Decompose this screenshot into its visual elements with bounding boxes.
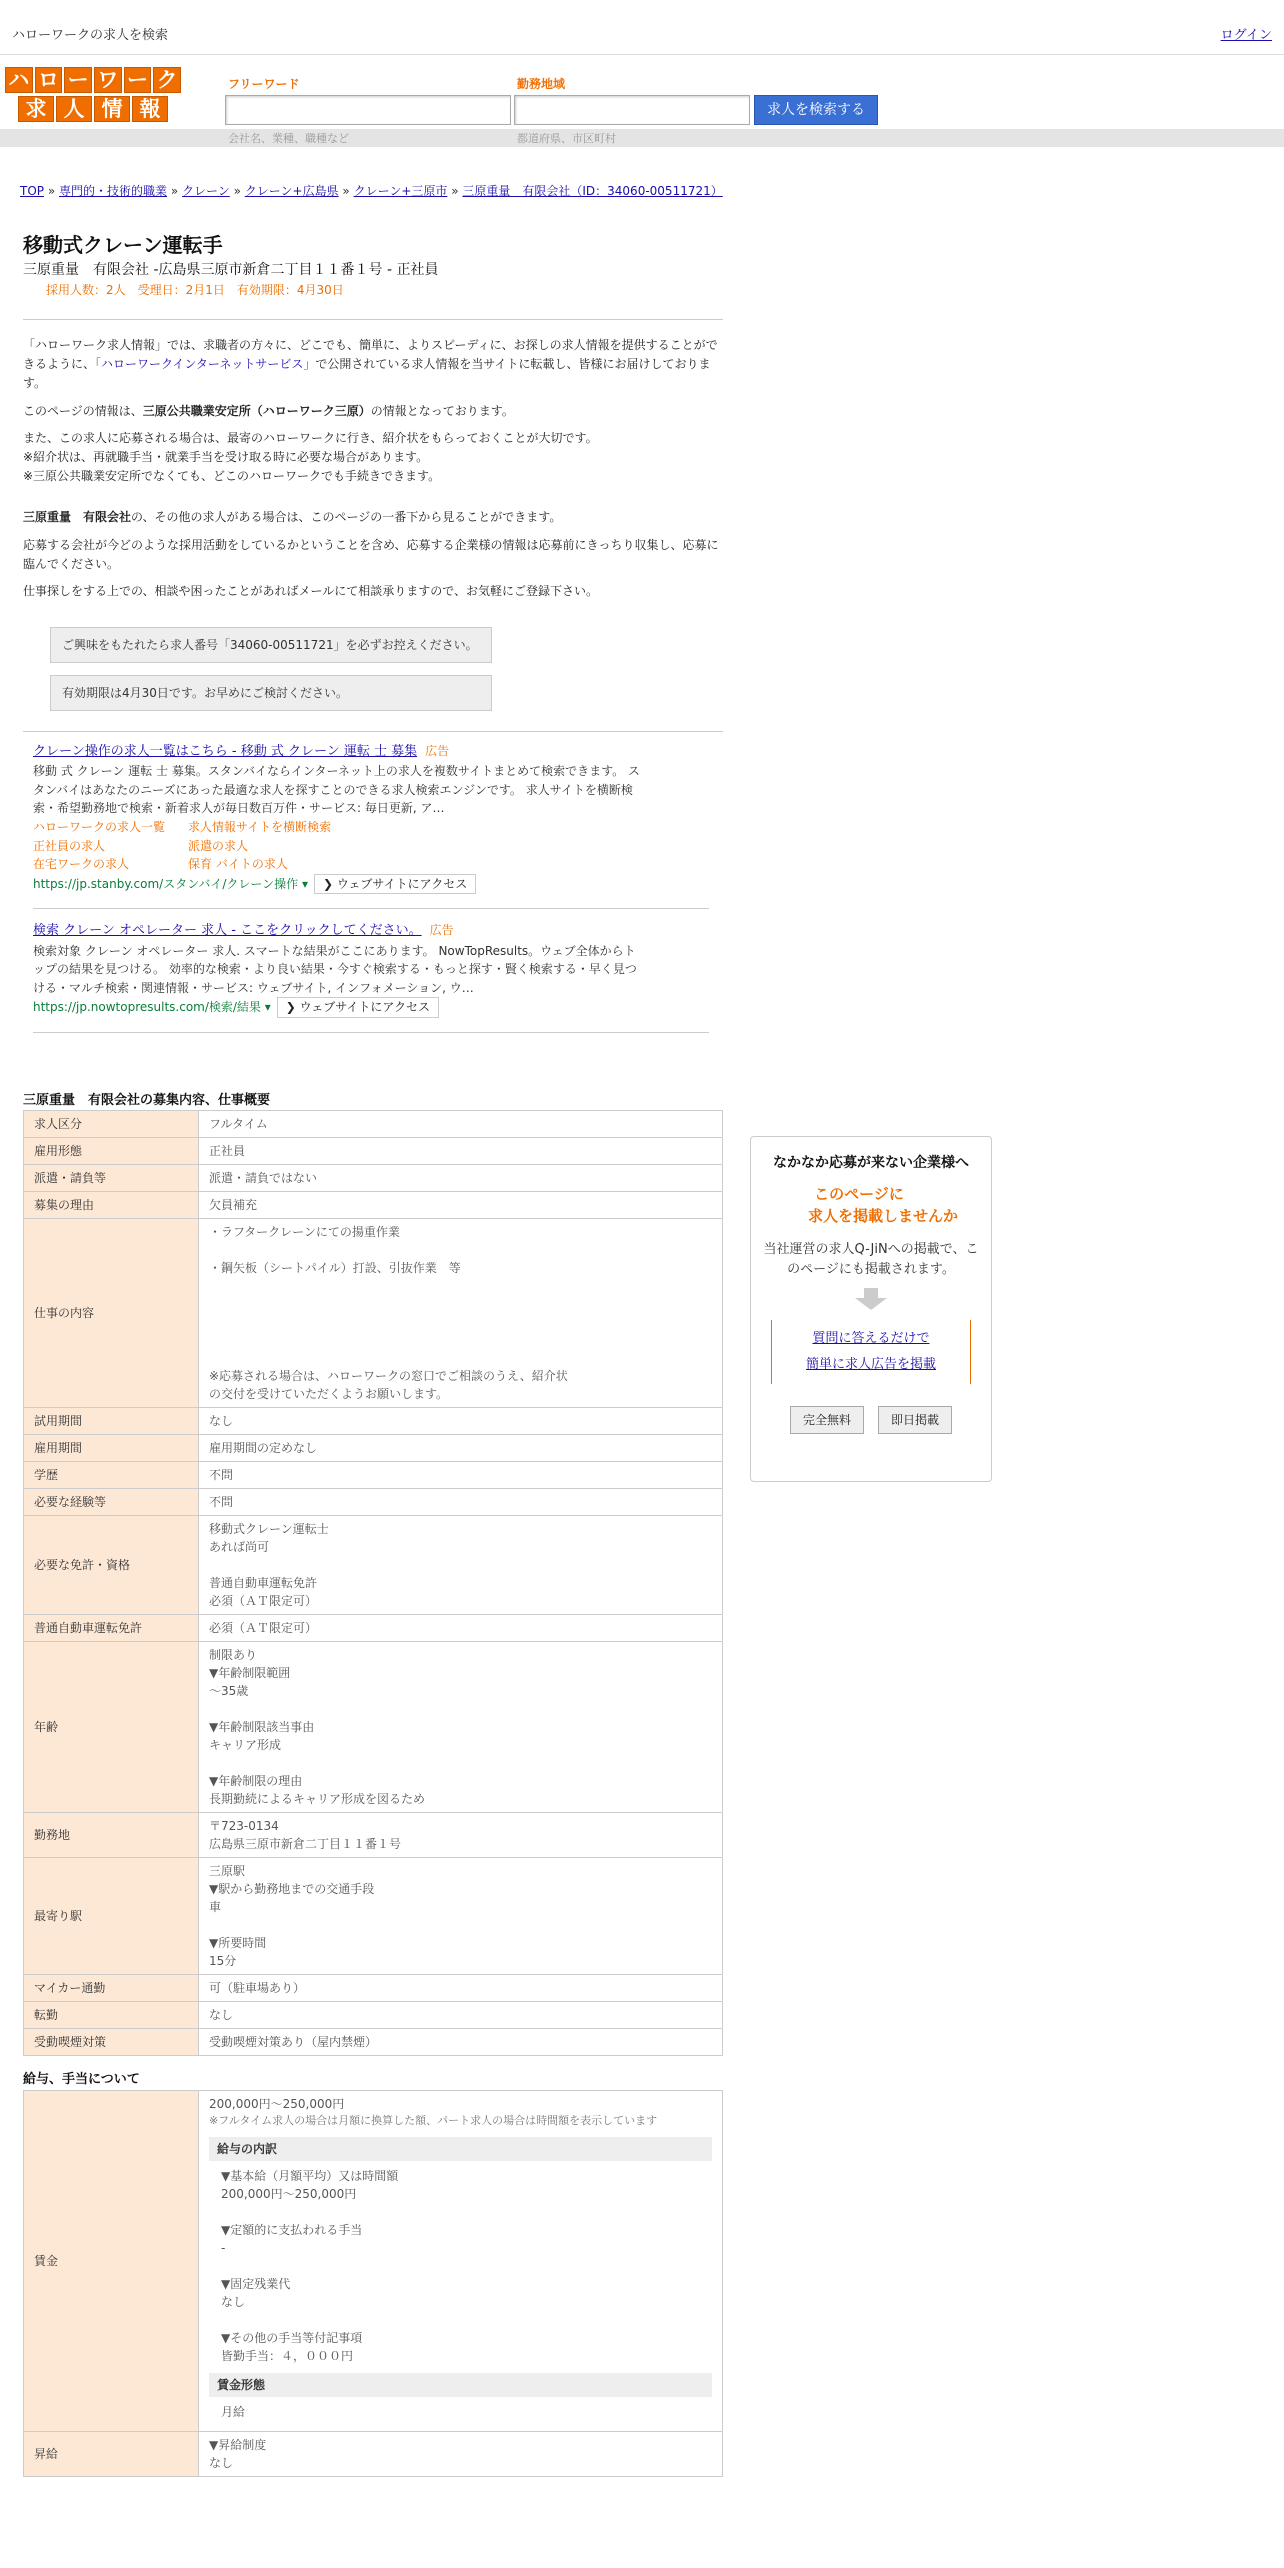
breadcrumb-sep: »: [229, 184, 245, 198]
visit-button[interactable]: [277, 997, 439, 1018]
breadcrumb-sep: »: [447, 184, 463, 198]
divider: [23, 319, 723, 320]
table-row: [24, 1975, 723, 2002]
ad-desc: 検索対象 クレーン オペレーター 求人. スマートな結果がここにあります。 NowTopResults。ウェブ全体からトップの結果を見つける。 効率的な検索・より良い結果・今すぐ検索する・もっと探す・賢く検索する・早く見つける・マルチ検索・関連情報・サービス: ウェブサイト, インフォメーション, ウ…: [33, 943, 637, 995]
logo-char: ー: [124, 67, 152, 93]
wage-heading: 給与、手当について: [23, 2072, 140, 2088]
table-row: [24, 1642, 723, 1813]
chevron-down-icon[interactable]: ▾: [298, 876, 308, 891]
visit-label: ウェブサイトにアクセス: [299, 1000, 430, 1015]
row-value: 制限あり ▼年齢制限範囲 〜35歳 ▼年齢制限該当事由 キャリア形成 ▼年齢制限の理由 長期勤続によるキャリア形成を図るため: [199, 1642, 723, 1813]
row-label: 年齢: [24, 1642, 199, 1813]
table-row: [24, 1192, 723, 1219]
freeword-label: フリーワード: [228, 77, 300, 91]
wage-range: 200,000円〜250,000円: [209, 2096, 345, 2111]
table-row: [24, 1435, 723, 1462]
panel-orange-line: このページに: [814, 1185, 904, 1203]
details-table: [23, 1110, 723, 2056]
intro-p4: ※紹介状は、再就職手当・就業手当を受け取る時に必要な場合があります。: [23, 449, 429, 464]
hellowork-internet-link[interactable]: ハローワークインターネットサービス: [101, 357, 304, 372]
row-label: 試用期間: [24, 1408, 199, 1435]
site-title: ハローワークの求人を検索: [12, 28, 169, 43]
wage-form-label: 賃金形態: [209, 2373, 712, 2397]
intro-text: の情報となっております。: [370, 403, 514, 418]
panel-heading: なかなか応募が来ない企業様へ: [773, 1155, 969, 1171]
sitelink[interactable]: 求人情報サイトを横断検索: [188, 819, 332, 834]
breadcrumb-sep: »: [44, 184, 59, 198]
row-label: 転勤: [24, 2002, 199, 2029]
breadcrumb-crane-mihara[interactable]: クレーン+三原市: [353, 184, 448, 198]
panel-link-post[interactable]: 簡単に求人広告を掲載: [805, 1356, 936, 1372]
logo-char: 情: [94, 96, 130, 122]
sitelink[interactable]: 正社員の求人: [33, 838, 106, 853]
row-value: 雇用期間の定めなし: [199, 1435, 723, 1462]
divider: [33, 908, 709, 909]
breadcrumb-sep: »: [338, 184, 354, 198]
sitelink[interactable]: 在宅ワークの求人: [33, 857, 130, 872]
job-meta: 採用人数：2人 受理日：2月1日 有効期限：4月30日: [46, 283, 344, 297]
table-row: [24, 1408, 723, 1435]
row-label: 雇用期間: [24, 1435, 199, 1462]
row-label: 派遣・請負等: [24, 1165, 199, 1192]
chevron-down-icon[interactable]: ▾: [260, 1000, 271, 1015]
breadcrumb: [20, 182, 723, 200]
row-label: マイカー通勤: [24, 1975, 199, 2002]
row-label: 雇用形態: [24, 1138, 199, 1165]
row-value: 必須（ＡＴ限定可）: [199, 1615, 723, 1642]
ad-desc: 移動 式 クレーン 運転 士 募集。スタンバイならインターネット上の求人を複数サイトまとめて検索できます。 スタンバイはあなたのニーズにあった最適な求人を探すことのできる求人検索エンジンです。 求人サイトを横断検索・希望勤務地で検索・新着求人が毎日数百万件・サービス: 毎日更新, ア…: [33, 764, 640, 816]
table-row: [24, 1462, 723, 1489]
row-label: 必要な免許・資格: [24, 1516, 199, 1615]
logo-char: ワ: [94, 67, 122, 93]
breadcrumb-company[interactable]: 三原重量 有限会社（ID：34060-00511721）: [462, 184, 723, 198]
arrow-down-icon: [864, 1288, 878, 1298]
login-link[interactable]: ログイン: [1220, 28, 1272, 43]
logo-char: 報: [132, 96, 168, 122]
table-row: [24, 1219, 723, 1408]
row-label: 学歴: [24, 1462, 199, 1489]
intro-p6: [23, 508, 723, 527]
row-value: [199, 2090, 723, 2432]
same-day-button[interactable]: 即日掲載: [878, 1406, 952, 1434]
row-value: 移動式クレーン運転士 あれば尚可 普通自動車運転免許 必須（ＡＴ限定可）: [199, 1516, 723, 1615]
job-number-note: ご興味をもたれたら求人番号「34060-00511721」を必ずお控えください。: [50, 627, 492, 663]
table-row: [24, 1615, 723, 1642]
row-label: 普通自動車運転免許: [24, 1615, 199, 1642]
logo-char: ハ: [5, 67, 33, 93]
search-bar: [0, 55, 1284, 147]
area-placeholder: 都道府県、市区町村: [517, 132, 616, 145]
panel-orange-text: [751, 1184, 991, 1228]
table-row: [24, 1138, 723, 1165]
wage-breakdown-label: 給与の内訳: [209, 2137, 712, 2161]
breadcrumb-crane[interactable]: クレーン: [182, 184, 230, 198]
area-label: 勤務地域: [517, 77, 566, 91]
wage-table: [23, 2090, 723, 2478]
row-value: 三原駅 ▼駅から勤務地までの交通手段 車 ▼所要時間 15分: [199, 1858, 723, 1975]
row-label: 勤務地: [24, 1813, 199, 1858]
company-line: 三原重量 有限会社 -広島県三原市新倉二丁目１１番１号 - 正社員: [23, 262, 439, 278]
row-value: 欠員補充: [199, 1192, 723, 1219]
table-row: [24, 1165, 723, 1192]
sitelink[interactable]: ハローワークの求人一覧: [33, 819, 166, 834]
chevron-right-icon: ❯: [323, 876, 334, 891]
table-row: [24, 1111, 723, 1138]
company-name: 三原重量 有限会社: [23, 510, 132, 525]
sitelink[interactable]: 派遣の求人: [188, 838, 249, 853]
hellowork-logo[interactable]: [5, 67, 181, 125]
panel-orange-line: 求人を掲載しませんか: [807, 1206, 958, 1225]
logo-char: 人: [56, 96, 92, 122]
logo-char: ロ: [35, 67, 63, 93]
row-value: 正社員: [199, 1138, 723, 1165]
ad-block: [33, 742, 709, 1033]
row-label: 必要な経験等: [24, 1489, 199, 1516]
row-label: 昇給: [24, 2432, 199, 2477]
table-row: [24, 2090, 723, 2432]
table-row: [24, 1813, 723, 1858]
logo-char: ー: [64, 67, 92, 93]
row-value: 〒723-0134 広島県三原市新倉二丁目１１番１号: [199, 1813, 723, 1858]
ad-url[interactable]: https://jp.nowtopresults.com/検索/結果: [33, 1000, 261, 1015]
sitelink[interactable]: 保育 バイトの求人: [188, 857, 288, 872]
row-value: 派遣・請負ではない: [199, 1165, 723, 1192]
logo-char: 求: [18, 96, 54, 122]
free-button[interactable]: 完全無料: [790, 1406, 864, 1434]
table-row: [24, 2002, 723, 2029]
office-name: 三原公共職業安定所（ハローワーク三原）: [142, 403, 371, 418]
ad-title[interactable]: 検索 クレーン オペレーター 求人 - ここをクリックしてください。: [33, 923, 422, 939]
row-label: 仕事の内容: [24, 1219, 199, 1408]
panel-link-questions[interactable]: 質問に答えるだけで: [812, 1330, 930, 1346]
row-label: 受動喫煙対策: [24, 2029, 199, 2056]
intro-p7: 応募する会社が今どのような採用活動をしているかということを含め、応募する企業様の情報は応募前にきっちり収集し、応募に臨んでください。: [23, 537, 719, 571]
row-label: 賃金: [24, 2090, 199, 2432]
logo-char: ク: [153, 67, 181, 93]
panel-buttons: [751, 1406, 991, 1434]
table-row: [24, 1516, 723, 1615]
freeword-placeholder: 会社名、業種、職種など: [228, 132, 349, 145]
freeword-input[interactable]: [225, 95, 511, 125]
row-value: なし: [199, 2002, 723, 2029]
row-value: 不問: [199, 1489, 723, 1516]
breadcrumb-top[interactable]: TOP: [20, 184, 45, 198]
employer-ad-panel: [750, 1136, 992, 1482]
panel-links: [771, 1320, 971, 1384]
table-row: [24, 2029, 723, 2056]
chevron-right-icon: ❯: [285, 1000, 296, 1015]
row-value: 受動喫煙対策あり（屋内禁煙）: [199, 2029, 723, 2056]
table-row: [24, 2432, 723, 2477]
area-input[interactable]: [514, 95, 750, 125]
intro-p2: [23, 402, 723, 421]
row-value: ・ラフタークレーンにての揚重作業 ・鋼矢板（シートパイル）打設、引抜作業 等 ※応募される場合は、ハローワークの窓口でご相談のうえ、紹介状 の交付を受けていただくようお願いします。: [199, 1219, 723, 1408]
breadcrumb-category[interactable]: 専門的・技術的職業: [59, 184, 168, 198]
intro-text: 」で公開されている求人情報を当サイトに転載し、皆様にお届けしております。: [23, 357, 711, 391]
table-row: [24, 1858, 723, 1975]
row-value: フルタイム: [199, 1111, 723, 1138]
row-label: 最寄り駅: [24, 1858, 199, 1975]
ad-tag: 広告: [425, 744, 450, 759]
deadline-note: 有効期限は4月30日です。お早めにご検討ください。: [50, 675, 492, 711]
wage-form: 月給: [221, 2405, 246, 2420]
wage-breakdown: ▼基本給（月額平均）又は時間額 200,000円〜250,000円 ▼定額的に支払われる手当 - ▼固定残業代 なし ▼その他の手当等付記事項 皆勤手当：４，０００円: [221, 2169, 399, 2364]
panel-text: 当社運営の求人Q-JiNへの掲載で、このページにも掲載されます。: [763, 1241, 979, 1277]
divider: [23, 731, 723, 732]
intro-text: の、その他の求人がある場合は、このページの一番下から見ることができます。: [131, 510, 562, 525]
ad-url[interactable]: https://jp.stanby.com/スタンバイ/クレーン操作: [33, 876, 299, 891]
top-bar: [0, 0, 1284, 55]
row-value: 可（駐車場あり）: [199, 1975, 723, 2002]
breadcrumb-sep: »: [167, 184, 182, 198]
search-button[interactable]: 求人を検索する: [754, 95, 878, 125]
intro-p8: 仕事探しをする上での、相談や困ったことがあればメールにて相談承りますので、お気軽にご登録下さい。: [23, 583, 599, 598]
ad-sitelinks: [33, 818, 709, 874]
row-label: 募集の理由: [24, 1192, 199, 1219]
ad-title[interactable]: クレーン操作の求人一覧はこちら - 移動 式 クレーン 運転 士 募集: [33, 744, 418, 760]
main-content: [23, 232, 723, 2477]
row-value: 不問: [199, 1462, 723, 1489]
row-label: 求人区分: [24, 1111, 199, 1138]
intro-p1: [23, 336, 723, 394]
arrow-down-icon: [855, 1298, 887, 1310]
table-row: [24, 1489, 723, 1516]
intro-text: このページの情報は、: [23, 403, 143, 418]
visit-button[interactable]: [314, 874, 476, 895]
breadcrumb-crane-hiroshima[interactable]: クレーン+広島県: [244, 184, 339, 198]
ad-tag: 広告: [429, 923, 454, 938]
intro-p3: また、この求人に応募される場合は、最寄のハローワークに行き、紹介状をもらっておくことが大切です。: [23, 430, 598, 445]
intro-p5: ※三原公共職業安定所でなくても、どこのハローワークでも手続きできます。: [23, 469, 441, 484]
visit-label: ウェブサイトにアクセス: [336, 876, 468, 891]
row-value: ▼昇給制度 なし: [199, 2432, 723, 2477]
wage-note: ※フルタイム求人の場合は月額に換算した額、パート求人の場合は時間額を表示しています: [209, 2113, 658, 2127]
row-value: なし: [199, 1408, 723, 1435]
divider: [33, 1032, 709, 1033]
job-title: 移動式クレーン運転手: [23, 233, 223, 257]
intro-text: 「ハローワーク求人情報」では、求職者の方々に、どこでも、簡単に、よりスピーディに、お探しの求人情報を提供することができるように、「: [23, 338, 718, 372]
details-heading: 三原重量 有限会社の募集内容、仕事概要: [23, 1092, 271, 1108]
